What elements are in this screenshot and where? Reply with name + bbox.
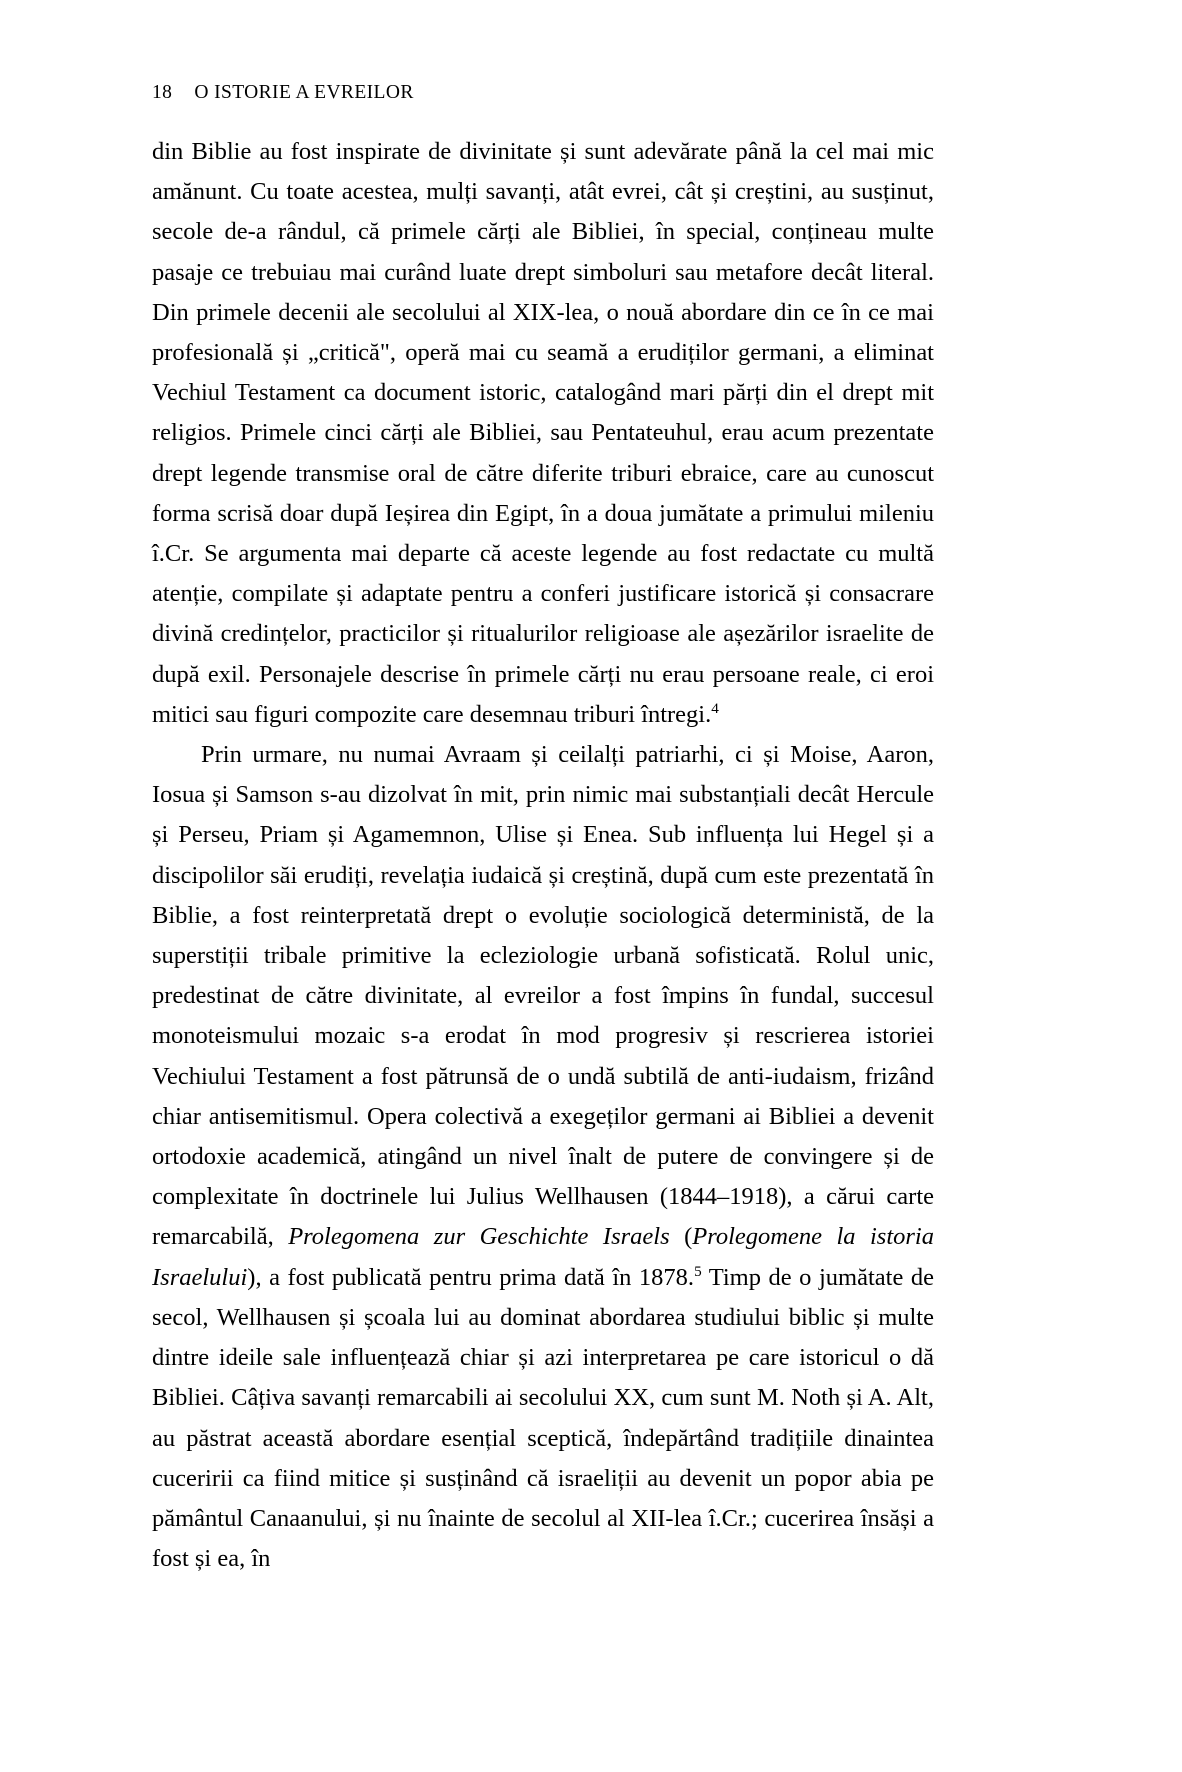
book-title-romanian: Prolegomene la istoria Israelului — [152, 1223, 934, 1291]
body-text-column — [152, 132, 934, 1579]
paragraph-2 — [152, 735, 934, 1579]
paragraph-1 — [152, 132, 934, 735]
paragraph-2-text-1: Prin urmare, nu numai Avraam și ceilalți patriarhi, ci și Moise, Aaron, Iosua și Samson s-au dizolvat în mit, prin nimic mai substanțiali decât Hercule și Perseu, Priam și Agamemnon, Ulise și Enea. Sub influența lui Hegel și a discipolilor săi erudiți, revelația iudaică și creștină, după cum este prezentată în Biblie, a fost reinterpretată drept o evoluție sociologică deterministă, de la superstiții tribale primitive la ecleziologie urbană sofisticată. Rolul unic, predestinat de către divinitate, al evreilor a fost împins în fundal, succesul monoteismului mozaic s-a erodat în mod progresiv și rescrierea istoriei Vechiului Testament a fost pătrunsă de o undă subtilă de anti-iudaism, frizând chiar antisemitismul. Opera colectivă a exegeților germani ai Bibliei a devenit ortodoxie academică, atingând un nivel înalt de putere de convingere și de complexitate în doctrinele lui Julius Wellhausen (1844–1918), a cărui carte remarcabilă, — [152, 741, 934, 1251]
page-header — [152, 82, 414, 104]
paragraph-2-text-3: ), a fost publicată pentru prima dată în 1878. — [247, 1263, 695, 1291]
footnote-marker-5: 5 — [694, 1262, 702, 1280]
paragraph-1-text: din Biblie au fost inspirate de divinitate și sunt adevărate până la cel mai mic amănunt. Cu toate acestea, mulți savanți, atât evrei, cât și creștini, au susținut, secole de-a rândul, că primele cărți ale Bibliei, în special, conțineau multe pasaje ce trebuiau mai curând luate drept simboluri sau metafore decât literal. Din primele decenii ale secolului al XIX-lea, o nouă abordare din ce în ce mai profesională și „critică", operă mai cu seamă a erudiților germani, a eliminat Vechiul Testament ca document istoric, catalogând mari părți din el drept mit religios. Primele cinci cărți ale Bibliei, sau Pentateuhul, erau acum prezentate drept legende transmise oral de către diferite triburi ebraice, care au cunoscut forma scrisă doar după Ieșirea din Egipt, în a doua jumătate a primului mileniu î.Cr. Se argumenta mai departe că aceste legende au fost redactate cu multă atenție, compilate și adaptate pentru a conferi justificare istorică și consacrare divină credințelor, practicilor și ritualurilor religioase ale așezărilor israelite de după exil. Personajele descrise în primele cărți nu erau persoane reale, ci eroi mitici sau figuri compozite care desemnau triburi întregi. — [152, 138, 934, 728]
book-title-german: Prolegomena zur Geschichte Israels — [288, 1223, 670, 1251]
page-number: 18 — [152, 82, 173, 103]
paragraph-2-text-2: ( — [669, 1223, 693, 1251]
running-title: O ISTORIE A EVREILOR — [194, 82, 414, 103]
footnote-marker-4: 4 — [711, 699, 719, 717]
paragraph-2-text-4: Timp de o jumătate de secol, Wellhausen și școala lui au dominat abordarea studiului biblic și multe dintre ideile sale influențează chiar și azi interpretarea pe care istoricul o dă Bibliei. Câțiva savanți remarcabili ai secolului XX, cum sunt M. Noth și A. Alt, au păstrat această abordare esențial sceptică, îndepărtând tradițiile dinaintea cuceririi ca fiind mitice și susținând că israeliții au devenit un popor abia pe pământul Canaanului, și nu înainte de secolul al XII-lea î.Cr.; cucerirea însăși a fost și ea, în — [152, 1263, 934, 1573]
